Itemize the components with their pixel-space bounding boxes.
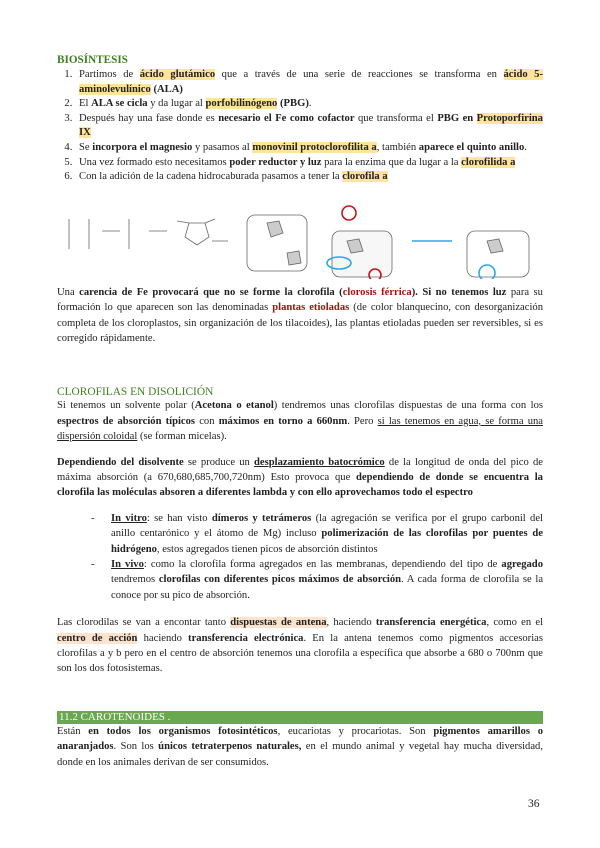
bold-term: In vitro (111, 512, 147, 524)
heading-carotenoides: 11.2 CAROTENOIDES . (57, 711, 543, 724)
bold-term: aparece el quinto anillo (418, 141, 525, 153)
bold-term: transferencia energética (375, 617, 487, 629)
text-run: Se (79, 141, 93, 153)
text-run: Están (57, 725, 89, 737)
bold-term: desplazamiento batocrómico (254, 456, 385, 468)
paragraph-solvent (57, 398, 543, 444)
text-run: (de color blanquecino, con desorganización completa de los cloroplastos, sin organización de los tilacoides), las plantas etioladas pueden ser reversibles, si es corregido rápidamente. (57, 302, 543, 344)
text-run: tendremos (111, 574, 159, 586)
text-run: en el mundo animal y vegetal hay mucha diversidad, donde en los animales derivan de ser consumidos. (57, 741, 543, 768)
text-run: Después hay una fase donde es (79, 112, 219, 124)
list-item (75, 97, 543, 112)
list-item (75, 141, 543, 156)
biosynthesis-steps (57, 68, 543, 185)
text-run: , también (376, 141, 419, 153)
text-run: , eucariotas y procariotas. Son (277, 725, 434, 737)
text-run: Con la adición de la cadena hidrocaburada pasamos a tener la (79, 171, 343, 183)
list-item (91, 557, 543, 603)
text-run: . En la antena tenemos como pigmentos accesorias clorofilas a y b pero en el centro de absorción tenemos una clorofila a específica que absorbe a 680 o 700nm que son los dos fotosistemas. (57, 632, 543, 675)
heading-clorofilas: CLOROFILAS EN DISOLICIÓN (57, 386, 214, 399)
bold-term: incorpora el magnesio (92, 141, 193, 153)
bold-term: clorofilas con diferentes picos máximos de absorción (158, 574, 402, 586)
bold-term: espectros de absorción típicos (57, 415, 196, 427)
bold-term: pigmentos amarillos o anaranjados (57, 725, 543, 753)
text-run: . Pero (347, 415, 378, 427)
paragraph-antenna (57, 615, 543, 677)
bold-term: ALA se cicla (91, 98, 148, 110)
bold-term: transferencia electrónica (188, 632, 304, 644)
list-item (91, 511, 543, 557)
document-page (57, 54, 543, 770)
list-item (75, 68, 543, 97)
bold-term: PBG en (437, 112, 477, 124)
text-run: . A cada forma de clorofila se la conoce por su pico de absorción. (111, 574, 544, 601)
text-run: que a través de una serie de reacciones se transforma en (215, 69, 504, 80)
text-run: (se forman micelas). (137, 431, 227, 443)
list-item (75, 112, 543, 141)
paragraph-bathochromic (57, 455, 543, 501)
bold-term: dependiendo de donde se encuentra la clorofila las moléculas absoren a diferentes lambda y con ello aprovechamos todo el espectro (57, 472, 543, 499)
bold-term: plantas etioladas (272, 302, 350, 314)
text-run: con (195, 415, 219, 427)
text-run: Las clorodilas se van a encontar tanto (57, 617, 231, 629)
highlighted-term: Protoporfirina IX (79, 112, 543, 139)
list-item (75, 156, 543, 171)
text-run: . (308, 98, 312, 110)
bold-term: agregado (501, 559, 543, 571)
text-run: y pasamos al (192, 141, 253, 153)
text-run: , como en el (486, 617, 544, 629)
highlighted-term: clorofilida a (461, 156, 516, 168)
bold-term: únicos tetraterpenos naturales, (158, 741, 302, 753)
highlighted-term: ácido 5-aminolevulínico (79, 69, 543, 95)
text-run: Partimos de (79, 69, 140, 80)
text-run: , estos agregados tienen picos de absorción distintos (156, 543, 378, 555)
bold-term: Si no tenemos luz (417, 286, 507, 298)
text-run: : como la clorofila forma agregados en las membranas, dependiendo del tipo de (143, 559, 502, 571)
text-run: , haciendo (326, 617, 376, 629)
bold-term: (ALA) (150, 83, 183, 95)
text-run: se produce un (183, 456, 255, 468)
highlighted-term: clorofila a (342, 171, 388, 183)
text-run: (la agregación se verifica por el grupo carbonil del anillo centarónico y el átomo de Mg) incluso (111, 512, 544, 540)
text-run: haciendo (137, 632, 189, 644)
text-run: Si tenemos un solvente polar ( (57, 400, 195, 412)
paragraph-carotenoids (57, 724, 543, 770)
chlorophyll-biosynthesis-figure (57, 201, 543, 279)
text-run: : se han visto (146, 512, 212, 524)
highlighted-term: centro de acción (57, 632, 138, 644)
text-run: El (79, 98, 92, 110)
text-run: . Son los (113, 741, 159, 753)
bold-term: (PBG) (277, 98, 309, 110)
bold-term: clorosis férrica (342, 286, 412, 298)
bold-term: In vivo (111, 559, 144, 571)
bold-term: Acetona o etanol (194, 400, 274, 412)
aggregation-list (57, 511, 543, 603)
highlighted-term: ácido glutámico (139, 69, 216, 80)
bold-term: polimerización de las clorofilas por puentes de hidrógeno (111, 528, 543, 555)
bold-term: dímeros y tetrámeros (211, 512, 312, 524)
text-run: y da lugar al (147, 98, 206, 110)
text-run: para su formación lo que aparecen son las denominadas (57, 286, 543, 314)
paragraph-iron-deficiency (57, 285, 543, 347)
text-run: Una vez formado esto necesitamos (79, 156, 230, 168)
highlighted-term: monovinil protoclorofilita a (252, 141, 377, 153)
bold-term: poder reductor y luz (229, 156, 322, 168)
highlighted-term: porfobilinógeno (205, 98, 278, 110)
text-run: . (524, 141, 527, 153)
bold-term: máximos en torno a 660nm (218, 415, 348, 427)
bold-term: Dependiendo del disolvente (57, 456, 184, 468)
bold-term: carencia de Fe provocará que no se forme la clorofila ( (79, 286, 343, 298)
bold-term: en todos los organismos fotosintéticos (88, 725, 278, 737)
pathway-diagram (57, 201, 543, 279)
text-run: para la enzima que da lugar a la (321, 156, 462, 168)
text-run: Una (57, 286, 80, 298)
page-number: 36 (528, 798, 540, 810)
text-run: si las tenemos en agua, se forma una dispersión coloidal (57, 415, 543, 443)
highlighted-term: dispuestas de antena (230, 617, 327, 629)
text-run: ) tendremos unas clorofilas dispuestas de una forma con los (273, 400, 544, 412)
text-run: que transforma el (354, 112, 438, 124)
bold-term: ). (411, 286, 418, 298)
list-item (75, 170, 543, 185)
text-run: de la longitud de onda del pico de máxima absorción (a 670,680,685,700,720nm) Esto provoca que (57, 456, 544, 483)
bold-term: necesario el Fe como cofactor (218, 112, 355, 124)
heading-biosintesis: BIOSÍNTESIS (57, 54, 128, 66)
